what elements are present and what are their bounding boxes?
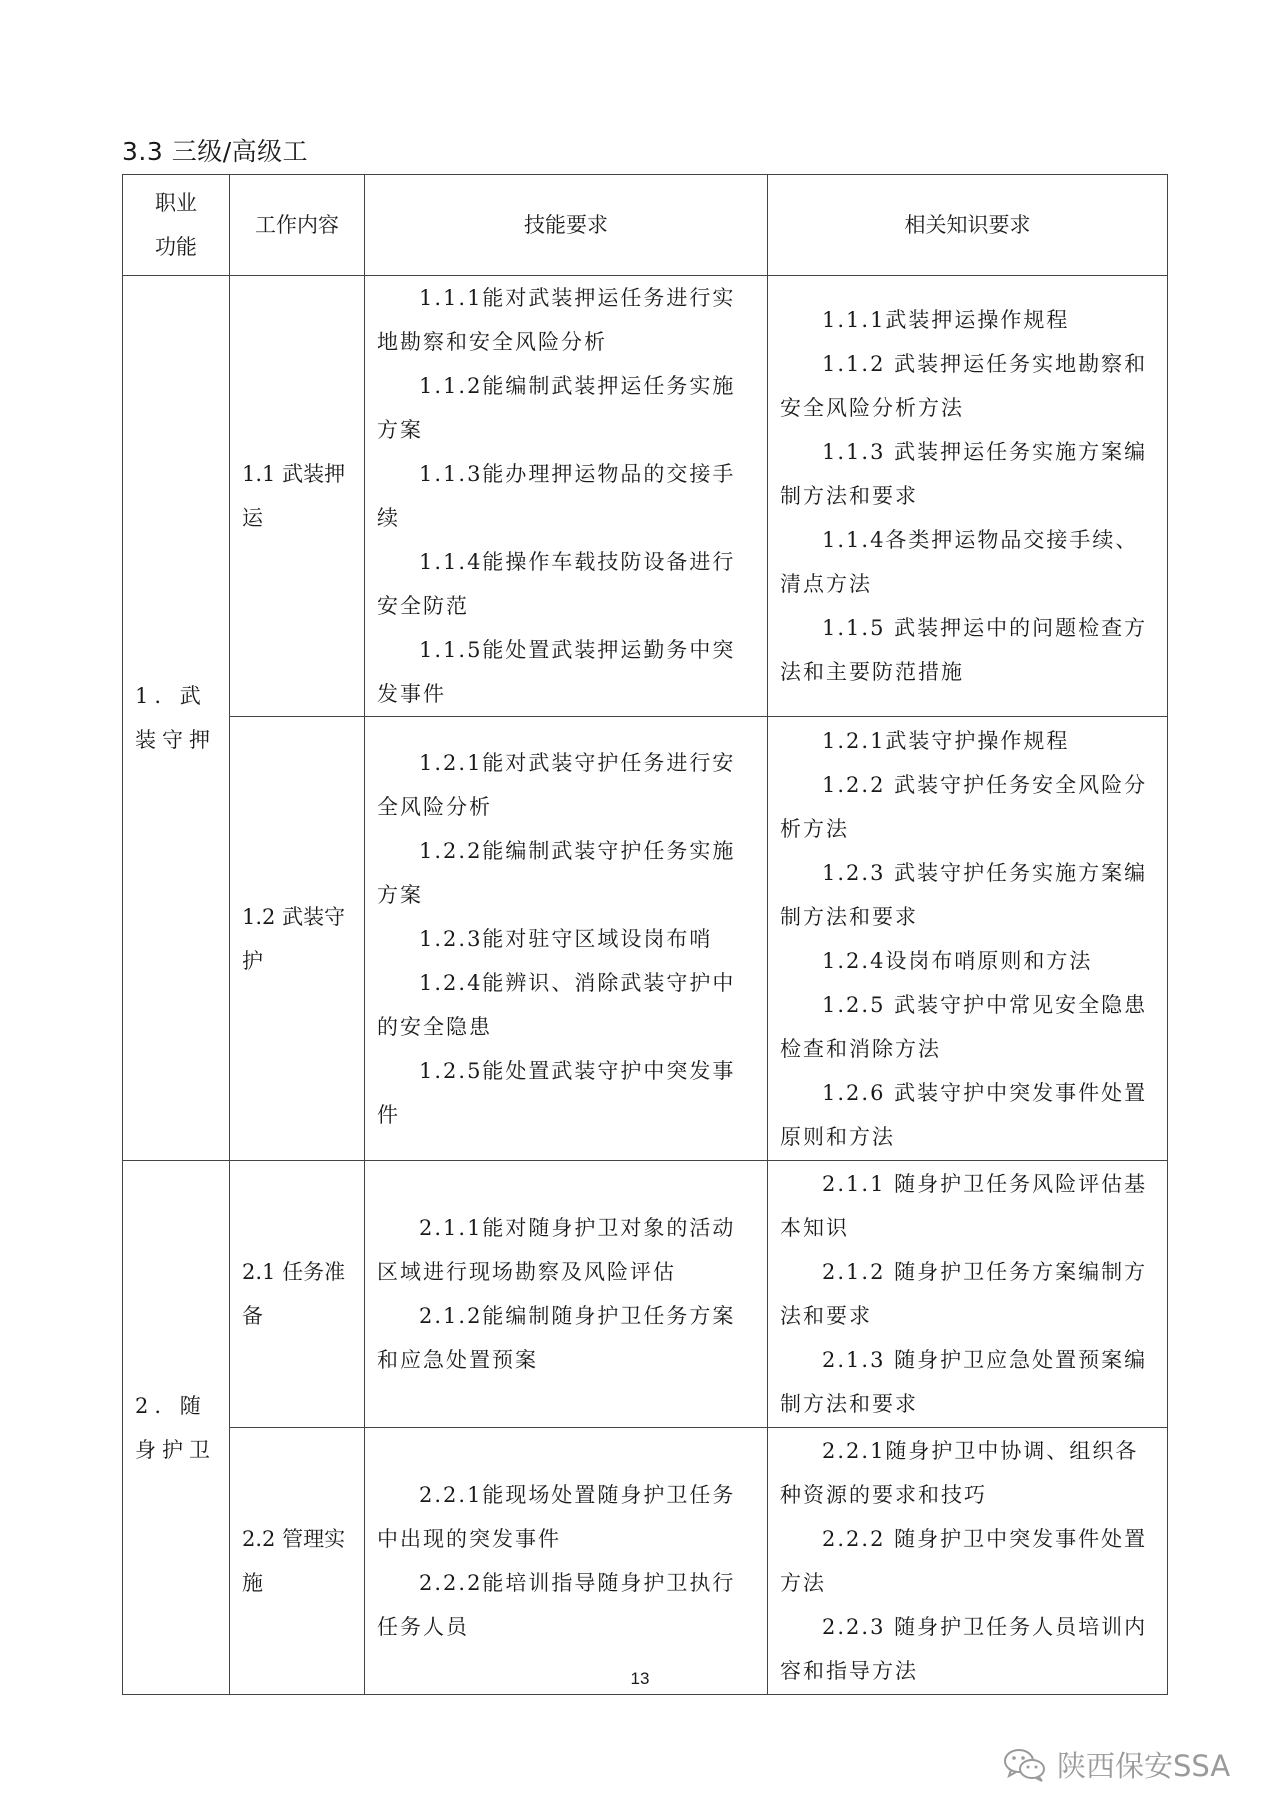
skill-item: 2.1.2能编制随身护卫任务方案和应急处置预案 <box>377 1304 736 1372</box>
header-work-content: 工作内容 <box>230 175 365 276</box>
skill-cell <box>365 276 768 717</box>
knowledge-item: 2.2.2 随身护卫中突发事件处置方法 <box>780 1527 1148 1595</box>
header-knowledge-requirements: 相关知识要求 <box>768 175 1168 276</box>
knowledge-cell <box>768 276 1168 717</box>
skill-item: 1.1.4能操作车载技防设备进行安全防范 <box>377 550 736 618</box>
table-row <box>123 276 1168 717</box>
work-content-cell: 1.1 武装押运 <box>230 276 365 717</box>
table-row <box>123 1161 1168 1428</box>
skill-item: 1.2.2能编制武装守护任务实施方案 <box>377 838 736 907</box>
knowledge-item: 1.2.5 武装守护中常见安全隐患检查和消除方法 <box>780 992 1148 1061</box>
skill-item: 1.1.3能办理押运物品的交接手续 <box>377 462 736 530</box>
table-header-row <box>123 175 1168 276</box>
skill-item: 1.2.5能处置武装守护中突发事件 <box>377 1058 736 1127</box>
section-title: 3.3 三级/高级工 <box>122 137 309 166</box>
skill-item: 1.1.2能编制武装押运任务实施方案 <box>377 374 736 442</box>
knowledge-item: 1.1.1武装押运操作规程 <box>822 308 1070 332</box>
knowledge-cell <box>768 717 1168 1161</box>
skill-item: 1.1.1能对武装押运任务进行实地勘察和安全风险分析 <box>377 286 736 354</box>
knowledge-item: 2.2.1随身护卫中协调、组织各种资源的要求和技巧 <box>780 1439 1139 1507</box>
skill-item: 1.2.4能辨识、消除武装守护中的安全隐患 <box>377 970 736 1039</box>
skills-standard-table <box>122 174 1168 1695</box>
header-function: 职业 功能 <box>123 175 230 276</box>
table-row <box>123 717 1168 1161</box>
work-content-cell: 2.2 管理实施 <box>230 1428 365 1695</box>
watermark <box>1003 1744 1230 1785</box>
table-row <box>123 1428 1168 1695</box>
knowledge-item: 2.1.3 随身护卫应急处置预案编制方法和要求 <box>780 1348 1148 1416</box>
wechat-icon <box>1003 1747 1047 1783</box>
knowledge-item: 2.2.3 随身护卫任务人员培训内容和指导方法 <box>780 1615 1148 1683</box>
knowledge-cell <box>768 1428 1168 1695</box>
skill-item: 1.2.1能对武装守护任务进行安全风险分析 <box>377 750 736 819</box>
knowledge-item: 1.2.6 武装守护中突发事件处置原则和方法 <box>780 1080 1148 1149</box>
knowledge-item: 1.1.5 武装押运中的问题检查方法和主要防范措施 <box>780 616 1148 684</box>
work-content-cell: 2.1 任务准备 <box>230 1161 365 1428</box>
knowledge-item: 1.2.2 武装守护任务安全风险分析方法 <box>780 772 1148 841</box>
page-number: 13 <box>630 1669 650 1688</box>
skill-item: 2.2.2能培训指导随身护卫执行任务人员 <box>377 1571 736 1639</box>
watermark-text: 陕西保安SSA <box>1057 1749 1231 1783</box>
skill-item: 1.2.3能对驻守区域设岗布哨 <box>419 926 713 951</box>
work-content-cell: 1.2 武装守护 <box>230 717 365 1161</box>
knowledge-item: 1.1.4各类押运物品交接手续、清点方法 <box>780 528 1139 596</box>
function-cell: 2. 随身护卫 <box>123 1161 230 1695</box>
knowledge-item: 1.2.4设岗布哨原则和方法 <box>822 948 1093 973</box>
skill-cell <box>365 717 768 1161</box>
knowledge-item: 2.1.1 随身护卫任务风险评估基本知识 <box>780 1172 1148 1240</box>
knowledge-item: 2.1.2 随身护卫任务方案编制方法和要求 <box>780 1260 1148 1328</box>
header-skill-requirements: 技能要求 <box>365 175 768 276</box>
knowledge-item: 1.2.1武装守护操作规程 <box>822 728 1070 753</box>
knowledge-item: 1.1.2 武装押运任务实地勘察和安全风险分析方法 <box>780 352 1148 420</box>
knowledge-cell <box>768 1161 1168 1428</box>
skill-item: 2.2.1能现场处置随身护卫任务中出现的突发事件 <box>377 1483 736 1551</box>
skill-cell <box>365 1428 768 1695</box>
knowledge-item: 1.2.3 武装守护任务实施方案编制方法和要求 <box>780 860 1148 929</box>
function-cell: 1. 武装守押 <box>123 276 230 1161</box>
skill-item: 1.1.5能处置武装押运勤务中突发事件 <box>377 638 736 706</box>
knowledge-item: 1.1.3 武装押运任务实施方案编制方法和要求 <box>780 440 1148 508</box>
skill-item: 2.1.1能对随身护卫对象的活动区域进行现场勘察及风险评估 <box>377 1216 736 1284</box>
skill-cell <box>365 1161 768 1428</box>
